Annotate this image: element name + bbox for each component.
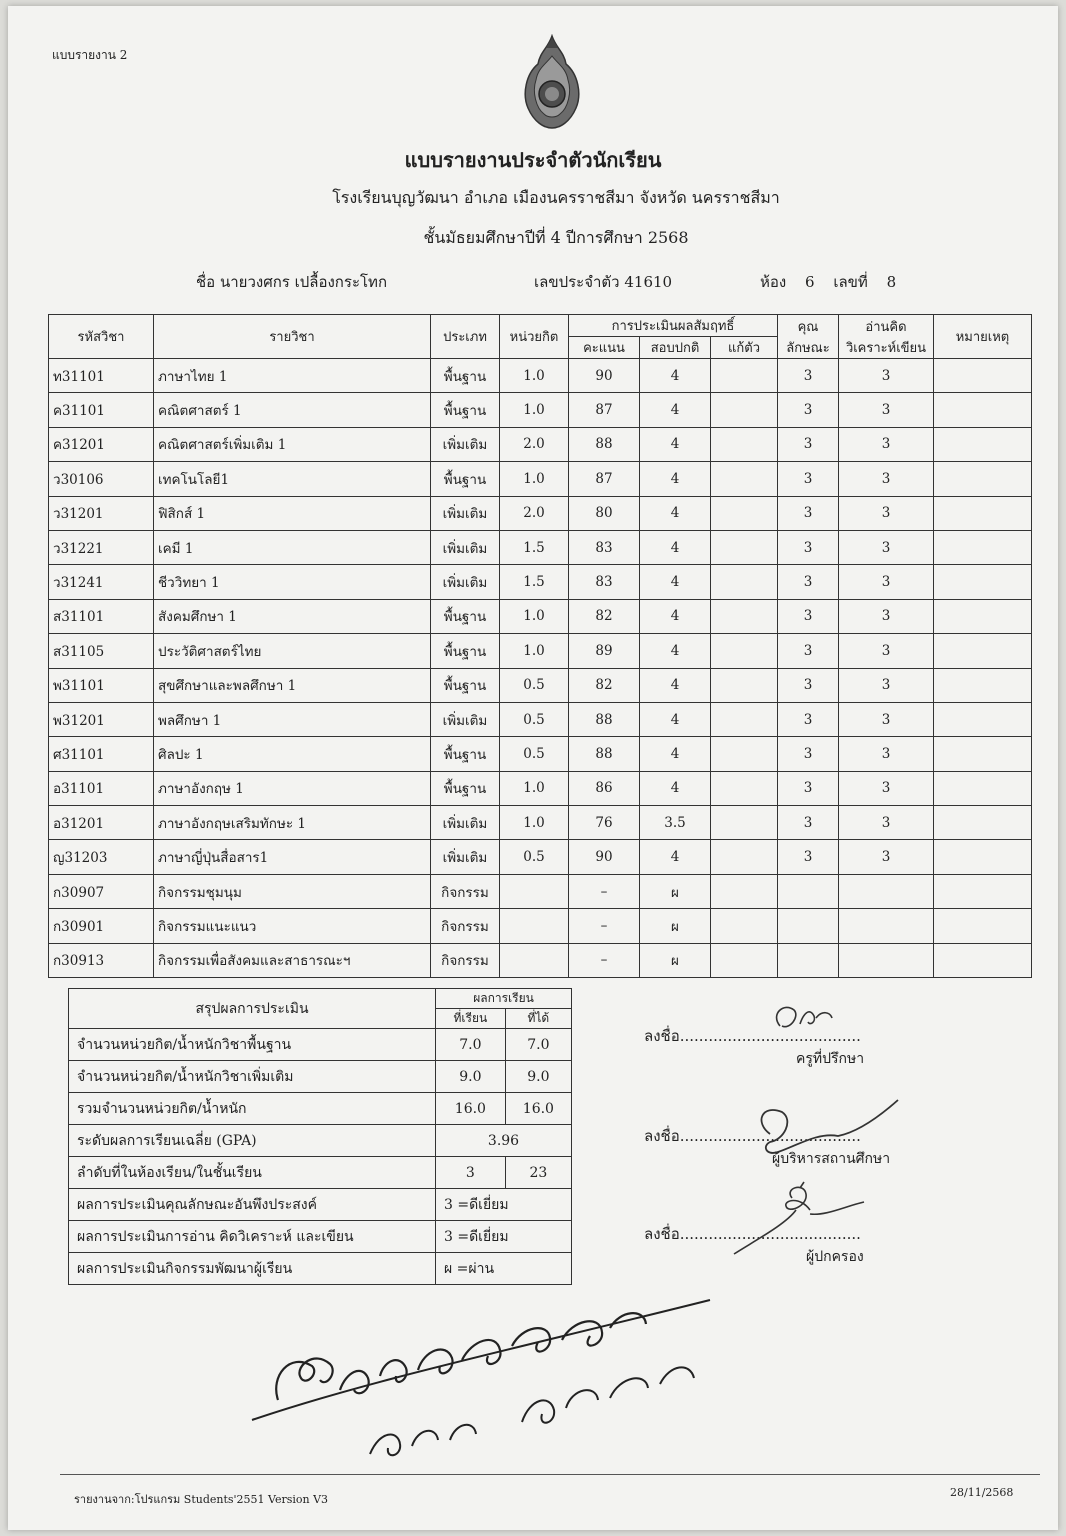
table-row [49, 909, 1032, 943]
subject-score: 90 [569, 359, 640, 393]
subject-type: พื้นฐาน [431, 771, 500, 805]
subject-characteristic: 3 [778, 737, 839, 771]
table-row [49, 634, 1032, 668]
subject-retest [711, 702, 778, 736]
table-row [49, 668, 1032, 702]
subject-credit: 1.0 [500, 806, 569, 840]
summary-studied-value: 9.0 [436, 1061, 506, 1093]
subject-remark [934, 530, 1032, 564]
subject-characteristic: 3 [778, 462, 839, 496]
subject-grade: 4 [640, 530, 711, 564]
subject-remark [934, 393, 1032, 427]
subject-score: – [569, 874, 640, 908]
subject-reading: 3 [839, 702, 934, 736]
table-row [49, 530, 1032, 564]
subject-grade: 4 [640, 427, 711, 461]
summary-earned-value: 9.0 [505, 1061, 571, 1093]
parent-role: ผู้ปกครอง [806, 1249, 864, 1265]
summary-earned-value: 7.0 [505, 1029, 571, 1061]
subject-remark [934, 943, 1032, 977]
header-reading [839, 315, 934, 359]
subject-type: พื้นฐาน [431, 668, 500, 702]
reading-value: 3 =ดีเยี่ยม [436, 1221, 572, 1253]
subject-grade: 4 [640, 359, 711, 393]
subject-reading: 3 [839, 359, 934, 393]
subject-name: เทคโนโลยี1 [154, 462, 431, 496]
subject-score: 76 [569, 806, 640, 840]
subject-characteristic: 3 [778, 668, 839, 702]
gpa-label: ระดับผลการเรียนเฉลี่ย (GPA) [69, 1125, 436, 1157]
subject-name: กิจกรรมเพื่อสังคมและสาธารณะฯ [154, 943, 431, 977]
subject-remark [934, 359, 1032, 393]
reading-row [69, 1221, 572, 1253]
subject-credit: 1.0 [500, 359, 569, 393]
subject-grade: 4 [640, 599, 711, 633]
student-id: 41610 [624, 273, 673, 291]
subject-score: 86 [569, 771, 640, 805]
subject-remark [934, 599, 1032, 633]
subject-credit: 1.0 [500, 771, 569, 805]
rank-grade-value: 23 [505, 1157, 571, 1189]
name-label: ชื่อ [196, 273, 216, 291]
sign-dots: ...................................... [679, 1127, 861, 1145]
school-emblem-icon [520, 34, 584, 130]
subject-type: พื้นฐาน [431, 737, 500, 771]
director-signature [748, 1092, 908, 1172]
grades-table [48, 314, 1032, 978]
subject-code: ศ31101 [49, 737, 154, 771]
subject-name: ฟิสิกส์ 1 [154, 496, 431, 530]
footer-divider [60, 1474, 1040, 1475]
number-value: 8 [886, 273, 897, 291]
room-value: 6 [805, 273, 815, 291]
subject-name: ศิลปะ 1 [154, 737, 431, 771]
subject-credit: 1.0 [500, 599, 569, 633]
sign-label: ลงชื่อ [644, 1127, 680, 1145]
subject-reading: 3 [839, 565, 934, 599]
sign-label: ลงชื่อ [644, 1027, 680, 1045]
header-char-line2: ลักษณะ [786, 340, 830, 356]
rank-room-value: 3 [436, 1157, 506, 1189]
subject-retest [711, 496, 778, 530]
subject-score: 88 [569, 702, 640, 736]
subject-retest [711, 806, 778, 840]
table-row [49, 427, 1032, 461]
subject-characteristic [778, 909, 839, 943]
room-label: ห้อง [760, 273, 787, 291]
subject-characteristic: 3 [778, 806, 839, 840]
subject-remark [934, 874, 1032, 908]
header-char-line1: คุณ [797, 319, 819, 335]
header-remark: หมายเหตุ [934, 315, 1032, 359]
subject-code: พ31201 [49, 702, 154, 736]
subject-remark [934, 496, 1032, 530]
subject-code: พ31101 [49, 668, 154, 702]
table-row [49, 359, 1032, 393]
subject-reading: 3 [839, 771, 934, 805]
subject-retest [711, 599, 778, 633]
subject-retest [711, 874, 778, 908]
subject-grade: 4 [640, 840, 711, 874]
subject-grade: ผ [640, 874, 711, 908]
subject-retest [711, 668, 778, 702]
table-row [49, 771, 1032, 805]
subject-type: พื้นฐาน [431, 634, 500, 668]
subject-retest [711, 427, 778, 461]
subject-remark [934, 737, 1032, 771]
subject-name: ประวัติศาสตร์ไทย [154, 634, 431, 668]
subject-retest [711, 565, 778, 599]
advisor-role: ครูที่ปรึกษา [796, 1051, 865, 1067]
subject-reading: 3 [839, 737, 934, 771]
subject-reading [839, 909, 934, 943]
subject-type: กิจกรรม [431, 909, 500, 943]
subject-name: ภาษาญี่ปุ่นสื่อสาร1 [154, 840, 431, 874]
subject-name: ภาษาไทย 1 [154, 359, 431, 393]
table-row [49, 496, 1032, 530]
subject-credit [500, 909, 569, 943]
subject-remark [934, 427, 1032, 461]
subject-characteristic: 3 [778, 771, 839, 805]
subject-grade: 4 [640, 393, 711, 427]
subject-remark [934, 462, 1032, 496]
subject-retest [711, 840, 778, 874]
advisor-signature [760, 996, 840, 1040]
subject-retest [711, 943, 778, 977]
footer-program: รายงานจาก:โปรแกรม Students'2551 Version V3 [74, 1493, 329, 1506]
table-row [49, 462, 1032, 496]
subject-score: 82 [569, 668, 640, 702]
subject-type: เพิ่มเติม [431, 496, 500, 530]
subject-grade: 3.5 [640, 806, 711, 840]
subject-credit: 0.5 [500, 702, 569, 736]
subject-remark [934, 565, 1032, 599]
summary-title: สรุปผลการประเมิน [69, 989, 436, 1029]
student-name-field [196, 270, 387, 294]
reading-label: ผลการประเมินการอ่าน คิดวิเคราะห์ และเขียน [69, 1221, 436, 1253]
header-code: รหัสวิชา [49, 315, 154, 359]
subject-type: เพิ่มเติม [431, 565, 500, 599]
subject-code: ญ31203 [49, 840, 154, 874]
subject-type: เพิ่มเติม [431, 427, 500, 461]
sign-label: ลงชื่อ [644, 1225, 680, 1243]
subject-grade: 4 [640, 737, 711, 771]
subject-code: ก30901 [49, 909, 154, 943]
subject-credit: 0.5 [500, 668, 569, 702]
subject-code: อ31201 [49, 806, 154, 840]
subject-reading: 3 [839, 530, 934, 564]
subject-remark [934, 668, 1032, 702]
grade-line: ชั้นมัธยมศึกษาปีที่ 4 ปีการศึกษา 2568 [423, 228, 689, 247]
table-row [49, 943, 1032, 977]
summary-label: จำนวนหน่วยกิต/น้ำหนักวิชาเพิ่มเติม [69, 1061, 436, 1093]
id-label: เลขประจำตัว [534, 273, 620, 291]
subject-code: ว31201 [49, 496, 154, 530]
summary-label: จำนวนหน่วยกิต/น้ำหนักวิชาพื้นฐาน [69, 1029, 436, 1061]
header-assessment: การประเมินผลสัมฤทธิ์ [569, 315, 778, 337]
form-number: แบบรายงาน 2 [52, 48, 128, 62]
subject-name: ชีววิทยา 1 [154, 565, 431, 599]
subject-characteristic [778, 874, 839, 908]
summary-studied-value: 16.0 [436, 1093, 506, 1125]
subject-name: กิจกรรมแนะแนว [154, 909, 431, 943]
table-row [49, 599, 1032, 633]
subject-name: คณิตศาสตร์ 1 [154, 393, 431, 427]
subject-score: 87 [569, 462, 640, 496]
subject-retest [711, 359, 778, 393]
subject-name: กิจกรรมชุมนุม [154, 874, 431, 908]
subject-grade: 4 [640, 702, 711, 736]
subject-characteristic: 3 [778, 634, 839, 668]
sign-dots: ...................................... [679, 1027, 861, 1045]
subject-score: 82 [569, 599, 640, 633]
subject-code: ส31101 [49, 599, 154, 633]
rank-label: ลำดับที่ในห้องเรียน/ในชั้นเรียน [69, 1157, 436, 1189]
subject-reading: 3 [839, 462, 934, 496]
summary-row [69, 1029, 572, 1061]
subject-remark [934, 806, 1032, 840]
school-line: โรงเรียนบุญวัฒนา อำเภอ เมืองนครราชสีมา จังหวัด นครราชสีมา [332, 188, 780, 207]
characteristic-row [69, 1189, 572, 1221]
subject-credit: 1.5 [500, 530, 569, 564]
subject-score: 83 [569, 530, 640, 564]
subject-reading [839, 874, 934, 908]
subject-characteristic: 3 [778, 496, 839, 530]
header-credit: หน่วยกิต [500, 315, 569, 359]
subject-score: – [569, 943, 640, 977]
table-row [49, 806, 1032, 840]
student-id-field [534, 270, 672, 294]
subject-grade: 4 [640, 668, 711, 702]
subject-remark [934, 909, 1032, 943]
subject-type: พื้นฐาน [431, 462, 500, 496]
subject-code: ว30106 [49, 462, 154, 496]
subject-characteristic: 3 [778, 427, 839, 461]
subject-credit: 1.5 [500, 565, 569, 599]
subject-reading: 3 [839, 496, 934, 530]
subject-credit: 2.0 [500, 496, 569, 530]
characteristic-value: 3 =ดีเยี่ยม [436, 1189, 572, 1221]
grades-header-row [49, 315, 1032, 337]
activity-label: ผลการประเมินกิจกรรมพัฒนาผู้เรียน [69, 1253, 436, 1285]
table-row [49, 737, 1032, 771]
handwritten-certification [250, 1280, 720, 1480]
table-row [49, 840, 1032, 874]
subject-credit: 1.0 [500, 462, 569, 496]
number-label: เลขที่ [833, 273, 868, 291]
summary-table [68, 988, 572, 1285]
subject-code: ท31101 [49, 359, 154, 393]
subject-score: 90 [569, 840, 640, 874]
subject-characteristic: 3 [778, 599, 839, 633]
header-normal: สอบปกติ [640, 337, 711, 359]
sign-dots: ...................................... [679, 1225, 861, 1243]
subject-characteristic: 3 [778, 393, 839, 427]
subject-code: ว31221 [49, 530, 154, 564]
table-row [49, 393, 1032, 427]
subject-retest [711, 530, 778, 564]
subject-credit: 0.5 [500, 840, 569, 874]
subject-retest [711, 634, 778, 668]
subject-type: เพิ่มเติม [431, 840, 500, 874]
subject-grade: 4 [640, 496, 711, 530]
subject-name: พลศึกษา 1 [154, 702, 431, 736]
summary-studied: ที่เรียน [436, 1009, 506, 1029]
subject-retest [711, 737, 778, 771]
subject-remark [934, 702, 1032, 736]
subject-type: พื้นฐาน [431, 599, 500, 633]
header-score: คะแนน [569, 337, 640, 359]
subject-retest [711, 771, 778, 805]
subject-credit: 0.5 [500, 737, 569, 771]
subject-code: อ31101 [49, 771, 154, 805]
subject-type: กิจกรรม [431, 874, 500, 908]
subject-type: พื้นฐาน [431, 393, 500, 427]
room-field [760, 270, 896, 294]
subject-code: ส31105 [49, 634, 154, 668]
summary-studied-value: 7.0 [436, 1029, 506, 1061]
subject-code: ก30913 [49, 943, 154, 977]
subject-reading: 3 [839, 840, 934, 874]
summary-earned-value: 16.0 [505, 1093, 571, 1125]
header-subject: รายวิชา [154, 315, 431, 359]
summary-earned: ที่ได้ [505, 1009, 571, 1029]
subject-reading: 3 [839, 393, 934, 427]
subject-type: พื้นฐาน [431, 359, 500, 393]
report-title: แบบรายงานประจำตัวนักเรียน [404, 148, 662, 172]
subject-reading: 3 [839, 806, 934, 840]
subject-reading: 3 [839, 427, 934, 461]
subject-score: 88 [569, 737, 640, 771]
subject-remark [934, 634, 1032, 668]
subject-score: 87 [569, 393, 640, 427]
activity-value: ผ =ผ่าน [436, 1253, 572, 1285]
subject-score: 80 [569, 496, 640, 530]
subject-reading: 3 [839, 634, 934, 668]
subject-grade: ผ [640, 909, 711, 943]
subject-retest [711, 462, 778, 496]
subject-name: คณิตศาสตร์เพิ่มเติม 1 [154, 427, 431, 461]
rank-row [69, 1157, 572, 1189]
subject-type: เพิ่มเติม [431, 806, 500, 840]
subject-grade: 4 [640, 634, 711, 668]
subject-credit: 1.0 [500, 393, 569, 427]
subject-characteristic: 3 [778, 359, 839, 393]
director-role: ผู้บริหารสถานศึกษา [772, 1151, 891, 1167]
header-read-line2: วิเคราะห์เขียน [845, 340, 927, 356]
gpa-row [69, 1125, 572, 1157]
table-row [49, 874, 1032, 908]
subject-grade: 4 [640, 771, 711, 805]
subject-characteristic: 3 [778, 530, 839, 564]
subject-score: 88 [569, 427, 640, 461]
subject-remark [934, 840, 1032, 874]
subject-characteristic: 3 [778, 702, 839, 736]
subject-characteristic: 3 [778, 840, 839, 874]
table-row [49, 702, 1032, 736]
subject-retest [711, 909, 778, 943]
subject-credit [500, 943, 569, 977]
student-name: นายวงศกร เปลื้องกระโทก [219, 273, 388, 291]
subject-characteristic: 3 [778, 565, 839, 599]
summary-row [69, 1061, 572, 1093]
subject-score: – [569, 909, 640, 943]
subject-code: ก30907 [49, 874, 154, 908]
subject-name: ภาษาอังกฤษ 1 [154, 771, 431, 805]
subject-score: 83 [569, 565, 640, 599]
subject-reading [839, 943, 934, 977]
header-type: ประเภท [431, 315, 500, 359]
table-row [49, 565, 1032, 599]
gpa-value: 3.96 [436, 1125, 572, 1157]
subject-code: ว31241 [49, 565, 154, 599]
subject-characteristic [778, 943, 839, 977]
subject-credit: 1.0 [500, 634, 569, 668]
subject-name: ภาษาอังกฤษเสริมทักษะ 1 [154, 806, 431, 840]
subject-retest [711, 393, 778, 427]
subject-code: ค31201 [49, 427, 154, 461]
subject-reading: 3 [839, 668, 934, 702]
subject-grade: 4 [640, 565, 711, 599]
header-retest: แก้ตัว [711, 337, 778, 359]
header-read-line1: อ่านคิด [865, 319, 907, 335]
subject-type: เพิ่มเติม [431, 702, 500, 736]
header-characteristic [778, 315, 839, 359]
subject-name: สุขศึกษาและพลศึกษา 1 [154, 668, 431, 702]
subject-code: ค31101 [49, 393, 154, 427]
parent-signature [726, 1180, 876, 1260]
subject-type: เพิ่มเติม [431, 530, 500, 564]
subject-credit [500, 874, 569, 908]
subject-name: เคมี 1 [154, 530, 431, 564]
subject-reading: 3 [839, 599, 934, 633]
subject-grade: 4 [640, 462, 711, 496]
summary-label: รวมจำนวนหน่วยกิต/น้ำหนัก [69, 1093, 436, 1125]
subject-grade: ผ [640, 943, 711, 977]
subject-score: 89 [569, 634, 640, 668]
footer-date: 28/11/2568 [950, 1486, 1014, 1499]
summary-header-row [69, 989, 572, 1009]
summary-result-header: ผลการเรียน [436, 989, 572, 1009]
subject-credit: 2.0 [500, 427, 569, 461]
subject-type: กิจกรรม [431, 943, 500, 977]
summary-row [69, 1093, 572, 1125]
subject-name: สังคมศึกษา 1 [154, 599, 431, 633]
subject-remark [934, 771, 1032, 805]
characteristic-label: ผลการประเมินคุณลักษณะอันพึงประสงค์ [69, 1189, 436, 1221]
